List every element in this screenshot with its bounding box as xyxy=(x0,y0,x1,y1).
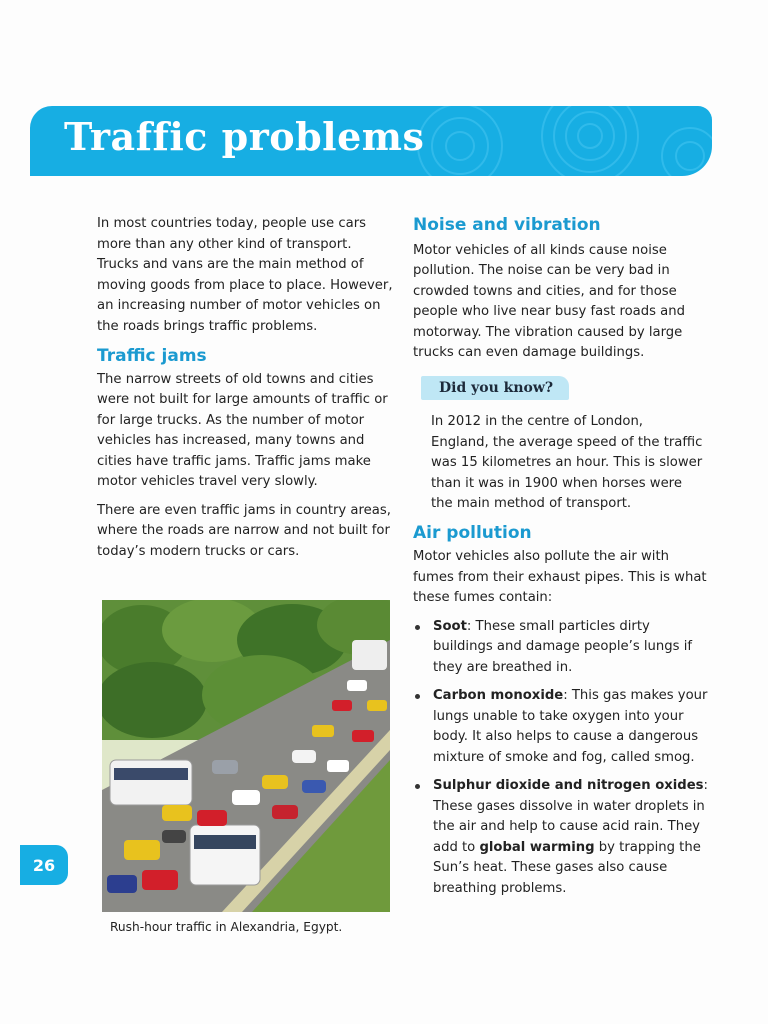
left-column xyxy=(97,214,393,570)
right-column xyxy=(413,214,713,907)
bullet-text: by trapping the Sun’s heat. These gases also cause breathing problems. xyxy=(433,839,701,896)
air-pollution-heading: Air pollution xyxy=(413,522,532,543)
air-pollution-intro: Motor vehicles also pollute the air with fumes from their exhaust pipes. This is what these fumes contain: xyxy=(413,549,707,605)
list-item xyxy=(413,776,713,899)
bullet-text: : This gas makes your lungs unable to take oxygen into your body. It also helps to cause a dangerous mixture of smoke and fog, called smog. xyxy=(433,688,708,765)
did-you-know-text: In 2012 in the centre of London, England, the average speed of the traffic was 15 kilometres an hour. This is slower than it was in 1900 when horses were the main method of transport. xyxy=(431,414,703,511)
bullet-term: global warming xyxy=(479,839,595,855)
bullet-text: : These gases dissolve in water droplets in the air and help to cause acid rain. They add to xyxy=(433,778,708,855)
bullet-term: Sulphur dioxide and nitrogen oxides xyxy=(433,778,704,793)
page-number: 26 xyxy=(20,845,68,885)
bullet-term: Soot xyxy=(433,618,467,634)
did-you-know-label: Did you know? xyxy=(421,376,569,401)
title-banner xyxy=(30,106,712,176)
traffic-photo xyxy=(102,600,390,912)
traffic-jams-paragraph-2: There are even traffic jams in country areas, where the roads are narrow and not built for today’s modern trucks or cars. xyxy=(97,502,391,559)
page-title: Traffic problems xyxy=(64,114,425,159)
traffic-photo-illustration xyxy=(102,600,390,912)
list-item xyxy=(413,686,713,768)
photo-caption: Rush-hour traffic in Alexandria, Egypt. xyxy=(110,920,343,934)
noise-paragraph: Motor vehicles of all kinds cause noise pollution. The noise can be very bad in crowded towns and cities, and for those people who live near busy fast roads and motorway. The vibration caused by large trucks can even damage buildings. xyxy=(413,242,685,360)
list-item xyxy=(413,617,713,679)
traffic-jams-paragraph-1: The narrow streets of old towns and cities were not built for large amounts of traffic or for large trucks. As the number of motor vehicles has increased, many towns and cities have traffic jams. Traffic jams make motor vehicles travel very slowly. xyxy=(97,371,388,489)
bullet-term: Carbon monoxide xyxy=(433,688,564,703)
fumes-list xyxy=(413,617,713,900)
traffic-jams-heading: Traffic jams xyxy=(97,346,207,366)
bullet-text: : These small particles dirty buildings and damage people’s lungs if they are breathed in. xyxy=(433,618,693,675)
intro-paragraph: In most countries today, people use cars more than any other kind of transport. Trucks and vans are the main method of moving goods from place to place. However, an increasing number of motor vehicles on the roads brings traffic problems. xyxy=(97,216,393,334)
did-you-know-box xyxy=(413,376,713,515)
noise-heading: Noise and vibration xyxy=(413,215,601,235)
